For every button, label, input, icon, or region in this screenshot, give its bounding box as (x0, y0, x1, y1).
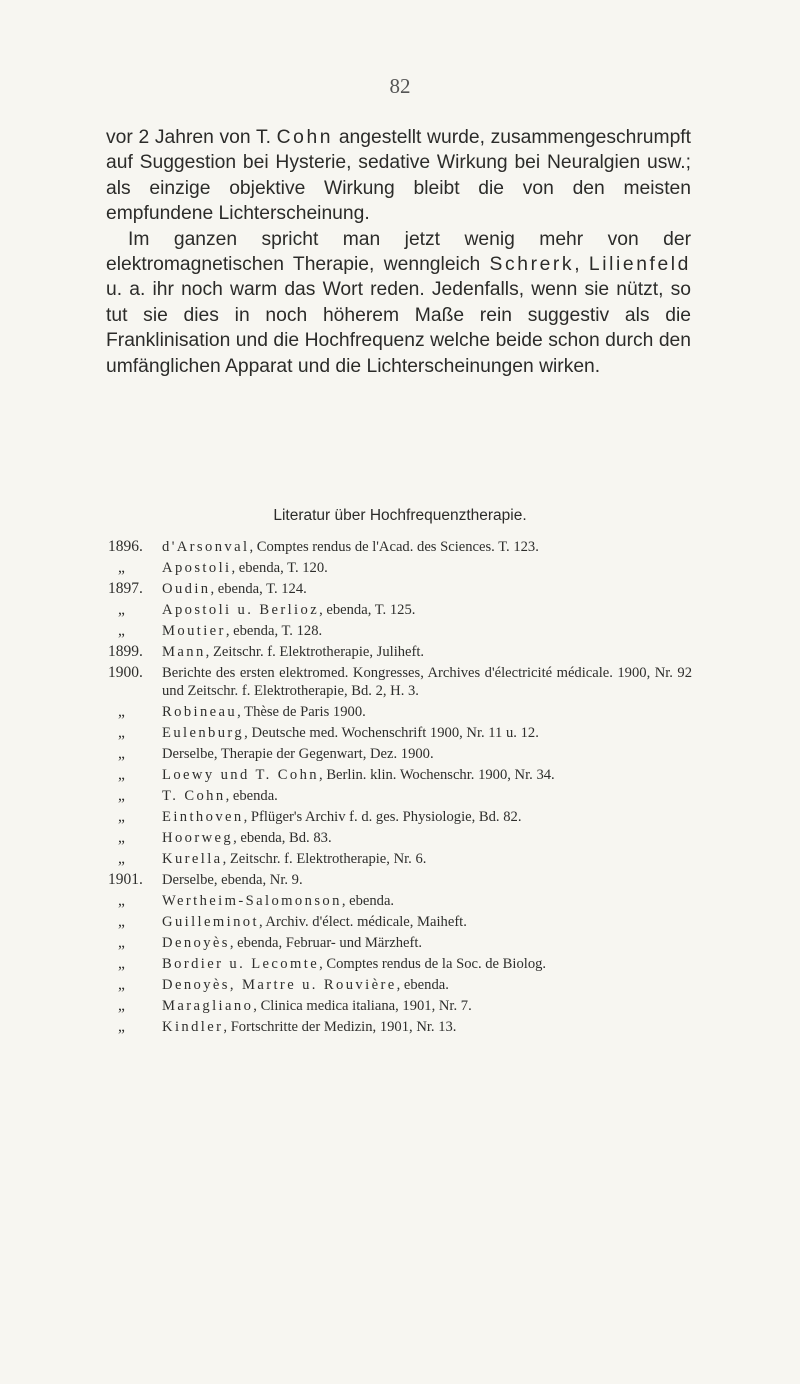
reference-entry (162, 1018, 692, 1036)
reference-author: Maragliano (162, 998, 254, 1015)
reference-text: , Zeitschr. f. Elektrotherapie, Nr. 6. (222, 851, 427, 868)
reference-item (108, 871, 692, 889)
reference-entry (162, 724, 692, 742)
reference-author: Moutier (162, 623, 226, 639)
reference-author: Kindler (162, 1019, 224, 1036)
reference-year: „ (118, 892, 125, 910)
reference-year: „ (118, 787, 125, 805)
reference-text: , Fortschritte der Medizin, 1901, Nr. 13. (223, 1019, 457, 1036)
reference-author: Apostoli u. Berlioz (162, 602, 320, 618)
reference-text: , ebenda, T. 124. (210, 581, 307, 597)
literature-title: Literatur über Hochfrequenztherapie. (273, 507, 527, 524)
reference-entry (162, 787, 692, 805)
paragraph-text: angestellt wurde, zusammengeschrumpft auf Suggestion bei Hysterie, sedative Wirkung bei Neuralgien usw.; als einzige objektive Wirkung bleibt die von den meisten empfundene Lichterscheinung. (106, 127, 692, 225)
reference-entry (162, 580, 692, 598)
reference-item (108, 766, 692, 784)
reference-item (108, 955, 692, 973)
reference-text: , ebenda, T. 125. (319, 602, 416, 618)
reference-text: , ebenda, T. 128. (225, 623, 323, 639)
reference-item (108, 622, 692, 640)
reference-list (108, 538, 692, 1039)
reference-entry (162, 850, 692, 868)
reference-author: T. Cohn (162, 788, 226, 805)
reference-author: Oudin (162, 581, 211, 597)
reference-year: „ (118, 976, 125, 994)
reference-item (108, 724, 692, 742)
reference-text: , ebenda, Bd. 83. (233, 830, 332, 847)
reference-year: „ (118, 808, 125, 826)
reference-text: Derselbe, ebenda, Nr. 9. (162, 872, 303, 889)
reference-year: „ (118, 829, 125, 847)
reference-item (108, 997, 692, 1015)
reference-item (108, 787, 692, 805)
reference-entry (162, 892, 692, 910)
reference-text: , Berlin. klin. Wochenschr. 1900, Nr. 34. (319, 767, 555, 784)
paragraph-text: , (574, 254, 589, 276)
spaced-name: Cohn (276, 127, 334, 148)
paragraph (106, 125, 691, 227)
reference-year: 1896. (108, 538, 143, 555)
reference-entry (162, 871, 692, 889)
reference-author: Guilleminot (162, 914, 259, 931)
reference-year: 1901. (108, 871, 143, 889)
spaced-name: Lilienfeld (588, 254, 691, 276)
reference-text: , ebenda. (341, 893, 395, 910)
reference-year: „ (118, 913, 125, 931)
reference-year: „ (118, 724, 125, 742)
reference-author: Bordier u. Lecomte (162, 956, 320, 973)
reference-text: , Deutsche med. Wochenschrift 1900, Nr. 11 u. 12. (244, 725, 539, 742)
reference-year: „ (118, 997, 125, 1015)
reference-text: , ebenda. (396, 977, 449, 994)
reference-item (108, 664, 692, 700)
reference-text: , Clinica medica italiana, 1901, Nr. 7. (253, 998, 472, 1015)
reference-item (108, 538, 692, 556)
reference-author: Denoyès (162, 935, 230, 952)
reference-entry (162, 955, 692, 973)
reference-item (108, 850, 692, 868)
reference-entry (162, 766, 692, 784)
reference-entry (162, 808, 692, 826)
paragraph-text: u. a. ihr noch warm das Wort reden. Jedenfalls, wenn sie nützt, so tut sie dies in noch höherem Maße rein suggestiv als die Franklinisation und die Hochfrequenz welche beide schon durch den umfänglichen Apparat und die Lichterscheinungen wirken. (106, 279, 691, 377)
reference-year: „ (118, 1018, 125, 1036)
reference-entry (162, 601, 692, 619)
reference-year: „ (118, 955, 125, 973)
reference-item (108, 976, 692, 994)
reference-item (108, 808, 692, 826)
reference-author: Einthoven (162, 809, 244, 826)
reference-item (108, 703, 692, 721)
reference-text: , Comptes rendus de la Soc. de Biolog. (319, 956, 547, 973)
reference-year: „ (118, 601, 125, 618)
reference-item (108, 601, 692, 619)
reference-author: Mann (162, 644, 206, 660)
reference-entry (162, 538, 692, 556)
reference-year: „ (118, 934, 125, 952)
paragraph (106, 227, 691, 379)
reference-year: 1900. (108, 664, 143, 681)
page-number: 82 (389, 74, 411, 98)
reference-author: Loewy und T. Cohn (162, 767, 320, 784)
spaced-name: Schrerk (489, 254, 575, 276)
reference-item (108, 934, 692, 952)
reference-text: , Thèse de Paris 1900. (237, 704, 366, 721)
reference-item (108, 559, 692, 577)
reference-year: 1899. (108, 643, 143, 660)
reference-entry (162, 934, 692, 952)
reference-entry (162, 559, 692, 577)
reference-author: d'Arsonval (162, 539, 250, 555)
reference-entry (162, 745, 692, 763)
paragraph-text: vor 2 Jahren von T. (106, 127, 277, 148)
reference-text: Derselbe, Therapie der Gegenwart, Dez. 1900. (162, 746, 434, 763)
reference-text: , ebenda, T. 120. (231, 560, 328, 576)
reference-text: , Comptes rendus de l'Acad. des Sciences. T. 123. (249, 539, 539, 555)
reference-text: , Zeitschr. f. Elektrotherapie, Juliheft. (205, 644, 425, 660)
reference-item (108, 913, 692, 931)
reference-year: „ (118, 850, 125, 868)
reference-text: , ebenda. (225, 788, 278, 805)
reference-item (108, 892, 692, 910)
body-text (106, 125, 691, 379)
reference-item (108, 745, 692, 763)
reference-entry (162, 997, 692, 1015)
reference-author: Apostoli (162, 560, 232, 576)
reference-author: Robineau (162, 704, 238, 721)
reference-author: Denoyès, Martre u. Rouvière (162, 977, 397, 994)
reference-entry (162, 703, 692, 721)
reference-text: , ebenda, Februar- und Märzheft. (229, 935, 423, 952)
reference-entry (162, 829, 692, 847)
reference-text: , Archiv. d'élect. médicale, Maiheft. (258, 914, 467, 931)
reference-author: Hoorweg (162, 830, 234, 847)
reference-author: Eulenburg (162, 725, 245, 742)
reference-entry (162, 664, 692, 700)
reference-item (108, 829, 692, 847)
reference-item (108, 580, 692, 598)
reference-year: „ (118, 703, 125, 721)
paragraph-text: Im ganzen spricht man jetzt wenig mehr von der elektromagnetischen Therapie, wenngleich (106, 228, 691, 276)
reference-entry (162, 622, 692, 640)
reference-item (108, 643, 692, 661)
reference-author: Kurella (162, 851, 223, 868)
reference-year: „ (118, 766, 125, 784)
reference-year: 1897. (108, 580, 143, 597)
reference-text: Berichte des ersten elektromed. Kongresses, Archives d'électricité médicale. 1900, Nr. 92 und Zeitschr. f. Elektrotherapie, Bd. 2, H. 3. (162, 665, 692, 700)
reference-year: „ (118, 559, 125, 576)
reference-entry (162, 913, 692, 931)
reference-entry (162, 643, 692, 661)
reference-item (108, 1018, 692, 1036)
reference-year: „ (118, 745, 125, 763)
reference-author: Wertheim-Salomonson (162, 893, 342, 910)
reference-year: „ (118, 622, 125, 639)
reference-text: , Pflüger's Archiv f. d. ges. Physiologie, Bd. 82. (243, 809, 522, 826)
reference-entry (162, 976, 692, 994)
